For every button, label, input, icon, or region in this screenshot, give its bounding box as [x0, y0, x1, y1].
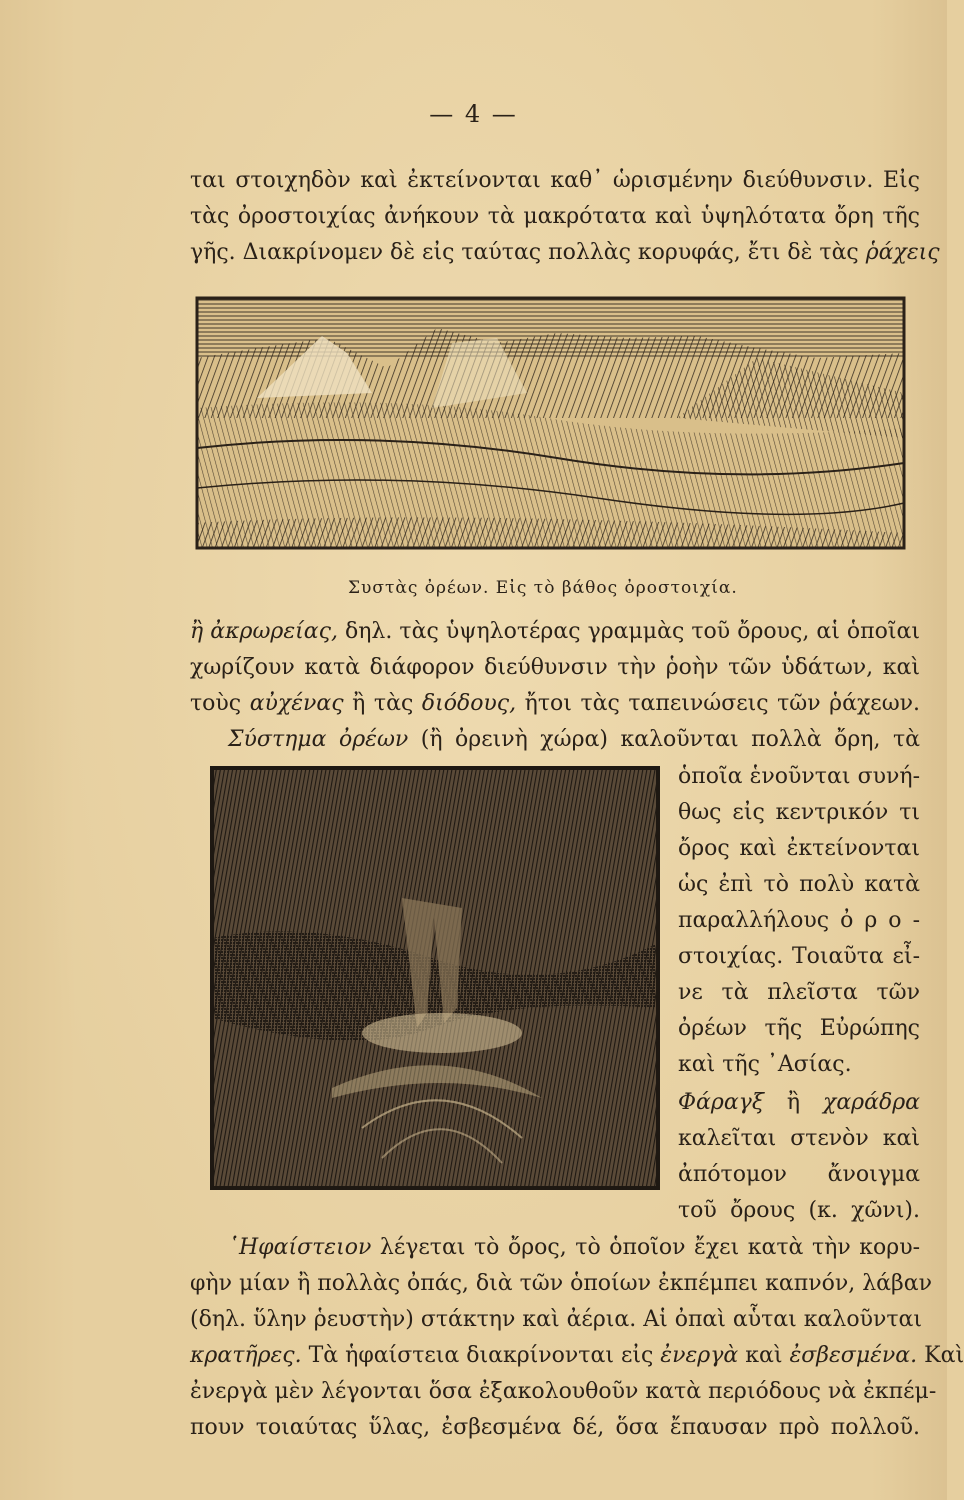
- figure-caption: Συστὰς ὀρέων. Εἰς τὸ βάθος ὀροστοιχία.: [348, 578, 738, 598]
- text-line: [228, 1233, 920, 1263]
- text-line: χωρίζουν κατὰ διάφορον διεύθυνσιν τὴν ῥοὴν τῶν ὑδάτων, καὶ: [190, 655, 920, 680]
- italic-term: ἐνεργὰ: [660, 1343, 739, 1368]
- mountain-ranges-illustration: [197, 298, 904, 548]
- italic-term: ἐσβεσμένα.: [789, 1343, 918, 1368]
- side-line: καὶ τῆς ᾽Ασίας.: [678, 1052, 852, 1077]
- side-line: ὀρέων τῆς Εὐρώπης: [678, 1016, 920, 1041]
- italic-term: Φάραγξ: [678, 1090, 764, 1115]
- text-line: φὴν μίαν ἢ πολλὰς ὀπάς, διὰ τῶν ὁποίων ἐκπέμπει καπνόν, λάβαν: [190, 1271, 932, 1296]
- italic-term: ῥάχεις: [865, 240, 940, 265]
- side-line: ὄρος καὶ ἐκτείνονται: [678, 836, 920, 861]
- italic-term: αὐχένας: [249, 691, 344, 716]
- side-line: νε τὰ πλεῖστα τῶν: [678, 980, 920, 1005]
- side-line: στοιχίας. Τοιαῦτα εἶ-: [678, 944, 920, 969]
- side-line: καλεῖται στενὸν καὶ: [678, 1126, 920, 1151]
- text-line: ἐνεργὰ μὲν λέγονται ὅσα ἐξακολουθοῦν κατὰ περιόδους νὰ ἐκπέμ-: [190, 1379, 937, 1404]
- italic-term: Σύστημα ὀρέων: [228, 727, 409, 752]
- text-run: Τὰ ἡφαίστεια διακρίνονται εἰς: [301, 1343, 661, 1368]
- text-line: [190, 689, 920, 719]
- side-line: παραλλήλους ὀ ρ ο -: [678, 908, 920, 933]
- text-run: δηλ. τὰς ὑψηλοτέρας γραμμὰς τοῦ ὄρους, αἱ ὁποῖαι: [337, 619, 920, 644]
- italic-term: χαράδρα: [822, 1090, 920, 1115]
- text-run: (ἢ ὀρεινὴ χώρα) καλοῦνται πολλὰ ὄρη, τὰ: [408, 727, 921, 752]
- italic-term: ἢ ἀκρωρείας,: [190, 619, 338, 644]
- italic-term: διόδους,: [421, 691, 517, 716]
- text-line: [190, 617, 920, 647]
- page-number: — 4 —: [429, 100, 518, 128]
- text-run: ἢ: [763, 1090, 823, 1115]
- side-line: ὁποῖα ἑνοῦνται συνή-: [678, 764, 920, 789]
- text-line: (δηλ. ὕλην ῥευστὴν) στάκτην καὶ ἀέρια. Αἱ ὀπαὶ αὗται καλοῦνται: [190, 1307, 922, 1332]
- italic-term: ῾Ηφαίστειον: [228, 1235, 372, 1260]
- text-line: πουν τοιαύτας ὕλας, ἐσβεσμένα δέ, ὅσα ἔπαυσαν πρὸ πολλοῦ.: [190, 1415, 920, 1440]
- side-line: ἀπότομον ἄνοιγμα: [678, 1162, 920, 1187]
- text-run: ἢ τὰς: [343, 691, 422, 716]
- italic-term: κρατῆρες.: [190, 1343, 302, 1368]
- text-run: τοὺς: [190, 691, 250, 716]
- text-run: Καὶ: [917, 1343, 964, 1368]
- text-run: ἤτοι τὰς ταπεινώσεις τῶν ῥάχεων.: [516, 691, 920, 716]
- volcano-illustration: [212, 768, 658, 1188]
- text-line: [190, 1341, 964, 1371]
- text-run: γῆς. Διακρίνομεν δὲ εἰς ταύτας πολλὰς κορυφάς, ἔτι δὲ τὰς: [190, 240, 859, 265]
- side-line: ὡς ἐπὶ τὸ πολὺ κατὰ: [678, 872, 920, 897]
- side-line: [678, 1088, 920, 1118]
- text-line: τὰς ὀροστοιχίας ἀνήκουν τὰ μακρότατα καὶ ὑψηλότατα ὄρη τῆς: [190, 204, 920, 229]
- side-line: θως εἰς κεντρικόν τι: [678, 800, 920, 825]
- text-line: [228, 725, 920, 755]
- text-run: καὶ: [738, 1343, 790, 1368]
- text-run: λέγεται τὸ ὄρος, τὸ ὁποῖον ἔχει κατὰ τὴν κορυ-: [371, 1235, 920, 1260]
- text-line: [190, 238, 940, 268]
- text-line: ται στοιχηδὸν καὶ ἐκτείνονται καθ᾽ ὡρισμένην διεύθυνσιν. Εἰς: [190, 168, 920, 193]
- side-line: τοῦ ὄρους (κ. χῶνι).: [678, 1198, 920, 1223]
